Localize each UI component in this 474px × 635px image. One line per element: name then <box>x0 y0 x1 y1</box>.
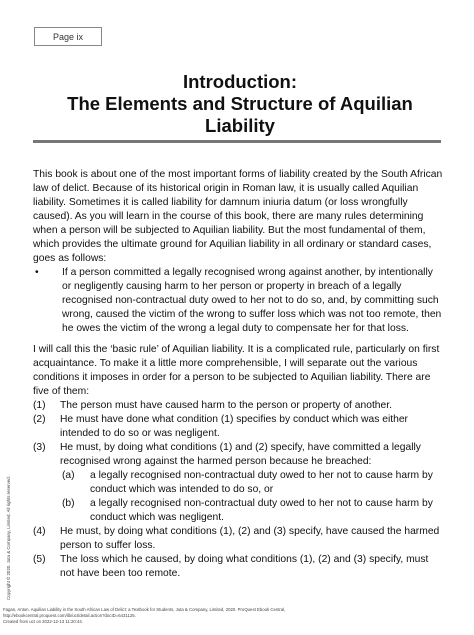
citation-line-2[interactable]: http://ebookcentral.proquest.com/lib/uct/detail.action?docID=6431125. <box>3 613 136 618</box>
title-line-3: Liability <box>205 115 275 136</box>
citation-footer <box>3 607 471 625</box>
subitem-letter: (b) <box>62 498 75 509</box>
condition-number: (5) <box>33 554 46 565</box>
condition-text: The person must have caused harm to the person or property of another. <box>60 400 392 411</box>
bullet-text: If a person committed a legally recognised wrong against another, by intentionally or negligently causing harm to her person or property in breach of a legally recognised non-contractual duty owed to her not to do so, and, by committing such wrong, caused the victim of the wrong to suffer loss which was not too remote, then he owes the victim of the wrong a legal duty to compensate her for that loss. <box>62 267 442 334</box>
condition-item <box>33 553 443 581</box>
title-line-2: The Elements and Structure of Aquilian <box>67 93 413 114</box>
condition-text: He must, by doing what conditions (1) and (2) specify, have committed a legally recognised wrong against the harmed person because he breached: <box>60 442 421 467</box>
condition-number: (3) <box>33 442 46 453</box>
condition-item <box>33 441 443 469</box>
intro-paragraph: This book is about one of the most important forms of liability created by the South African law of delict. Because of its historical origin in Roman law, it is usually called Aquilian liability. Sometimes it is called liability for damnum iniuria datum (or loss wrongfully caused). As you will learn in the course of this book, there are many rules determining when a person will be subjected to Aquilian liability. But the most fundamental of them, which provides the ultimate ground for Aquilian liability in all ordinary or standard cases, goes as follows: <box>33 169 443 264</box>
condition-number: (2) <box>33 414 46 425</box>
citation-line-1: Fagan, Anton. Aquilian Liability in the South African Law of Delict: a Textbook for Students, Juta & Company, Limited, 2020. ProQuest Ebook Central, <box>3 607 286 612</box>
page-label: Page ix <box>34 27 102 46</box>
body-text <box>33 168 443 581</box>
condition-text: He must have done what condition (1) specifies by conduct which was either intended to do so or was negligent. <box>60 414 408 439</box>
title-line-1: Introduction: <box>182 71 298 92</box>
copyright-notice: Copyright © 2020. Juta & Company, Limited. All rights reserved. <box>6 476 11 600</box>
condition-text: The loss which he caused, by doing what conditions (1), (2) and (3) specify, must not have been too remote. <box>60 554 429 579</box>
condition-subitem <box>60 497 443 525</box>
bullet-mark: • <box>35 267 39 278</box>
title-divider <box>33 140 441 143</box>
subitem-text: a legally recognised non-contractual duty owed to her not to cause harm by conduct which was intended to do so, or <box>90 470 433 495</box>
condition-number: (4) <box>33 526 46 537</box>
condition-item <box>33 413 443 441</box>
condition-item <box>33 525 443 553</box>
subitem-letter: (a) <box>62 470 75 481</box>
chapter-title <box>40 71 440 137</box>
condition-number: (1) <box>33 400 46 411</box>
second-paragraph: I will call this the ‘basic rule’ of Aquilian liability. It is a complicated rule, particularly on first acquaintance. To make it a little more comprehensible, I will separate out the various conditions it imposes in order for a person to be subjected to Aquilian liability. There are five of them: <box>33 344 440 397</box>
citation-line-3: Created from uct on 2022-12-13 11:20:44. <box>3 619 83 624</box>
basic-rule-bullet <box>33 266 443 336</box>
condition-subitem <box>60 469 443 497</box>
condition-text: He must, by doing what conditions (1), (2) and (3) specify, have caused the harmed person to suffer loss. <box>60 526 440 551</box>
condition-item <box>33 399 443 413</box>
subitem-text: a legally recognised non-contractual duty owed to her not to cause harm by conduct which was negligent. <box>90 498 433 523</box>
